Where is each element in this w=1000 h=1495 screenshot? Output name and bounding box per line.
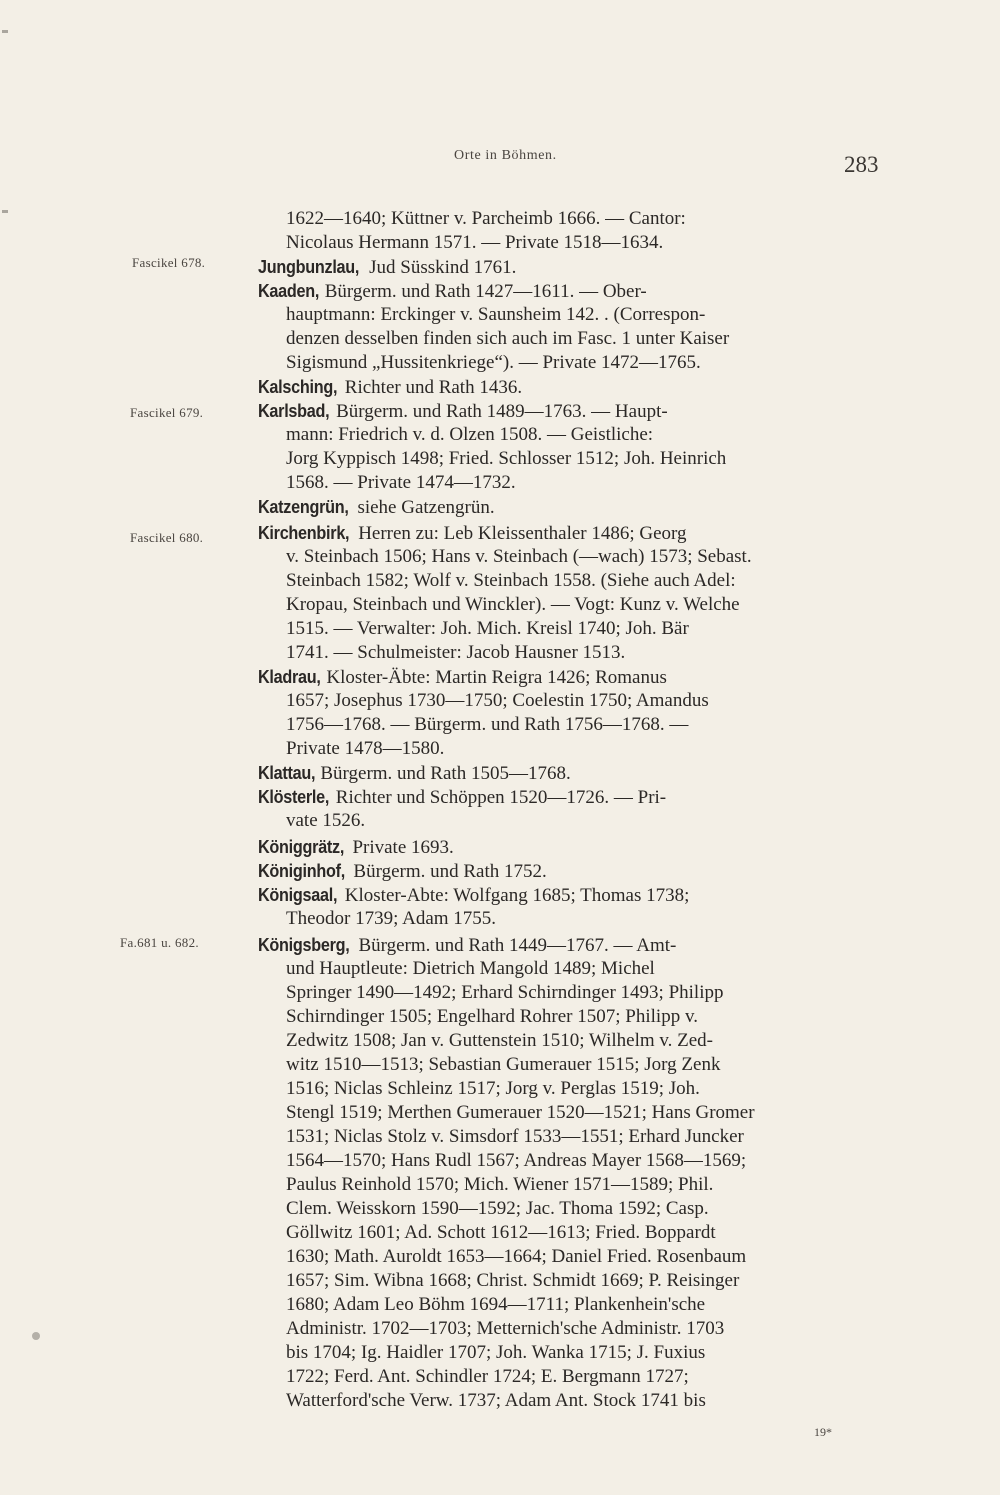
text-line — [286, 1030, 713, 1054]
line-text: 1657; Josephus 1730—1750; Coelestin 1750; Amandus — [286, 690, 709, 711]
line-text: Richter und Schöppen 1520—1726. — Pri- — [331, 787, 667, 808]
place-heading: Klösterle, — [258, 787, 330, 807]
text-line — [286, 1318, 724, 1342]
place-heading: Klattau, — [258, 763, 316, 783]
place-heading: Karlsbad, — [258, 401, 330, 421]
entry-line — [258, 666, 667, 690]
line-text: 1515. — Verwalter: Joh. Mich. Kreisl 1740; Joh. Bär — [286, 618, 689, 639]
text-line — [286, 1054, 720, 1078]
line-text: 1622—1640; Küttner v. Parcheimb 1666. — Cantor: — [286, 208, 686, 229]
text-line — [286, 594, 740, 618]
text-line — [286, 714, 688, 738]
text-line — [286, 304, 705, 328]
entry-line — [258, 884, 689, 908]
line-text: 1630; Math. Auroldt 1653—1664; Daniel Fried. Rosenbaum — [286, 1246, 747, 1267]
text-line — [286, 1270, 739, 1294]
text-line — [286, 328, 729, 352]
entry-line — [258, 496, 495, 520]
entry-line — [258, 836, 454, 860]
text-line — [286, 570, 736, 594]
line-text: witz 1510—1513; Sebastian Gumerauer 1515; Jorg Zenk — [286, 1054, 721, 1075]
place-heading: Königinhof, — [258, 861, 346, 881]
line-text: Theodor 1739; Adam 1755. — [286, 908, 497, 929]
entry-line — [258, 762, 571, 786]
text-line — [286, 424, 653, 448]
text-line — [286, 472, 516, 496]
signature-mark: 19* — [814, 1425, 832, 1439]
entry-line — [258, 934, 676, 958]
entry-line — [258, 860, 547, 884]
line-text: Bürgerm. und Rath 1449—1767. — Amt- — [353, 935, 677, 956]
line-text: Kloster-Äbte: Martin Reigra 1426; Romanus — [321, 667, 667, 688]
line-text: Richter und Rath 1436. — [340, 377, 523, 398]
text-line — [286, 738, 444, 762]
line-text: Jud Süsskind 1761. — [364, 257, 517, 278]
line-text: Clem. Weisskorn 1590—1592; Jac. Thoma 1592; Casp. — [286, 1198, 709, 1219]
text-line — [286, 1222, 716, 1246]
line-text: Bürgerm. und Rath 1489—1763. — Haupt- — [331, 401, 668, 422]
text-line — [286, 1366, 689, 1390]
line-text: 1516; Niclas Schleinz 1517; Jorg v. Perglas 1519; Joh. — [286, 1078, 700, 1099]
place-heading: Kalsching, — [258, 377, 338, 397]
line-text: Sigismund „Hussitenkriege“). — Private 1472—1765. — [286, 352, 701, 373]
text-line — [286, 1150, 746, 1174]
entry-line — [258, 786, 666, 810]
text-line — [286, 1198, 709, 1222]
text-line — [286, 1102, 755, 1126]
line-text: Paulus Reinhold 1570; Mich. Wiener 1571—1589; Phil. — [286, 1174, 714, 1195]
line-text: Jorg Kyppisch 1498; Fried. Schlosser 1512; Joh. Heinrich — [286, 448, 727, 469]
line-text: Zedwitz 1508; Jan v. Guttenstein 1510; Wilhelm v. Zed- — [286, 1030, 714, 1051]
place-heading: Königsaal, — [258, 885, 338, 905]
line-text: Private 1693. — [347, 837, 454, 858]
line-text: vate 1526. — [286, 810, 366, 831]
line-text: Steinbach 1582; Wolf v. Steinbach 1558. (Siehe auch Adel: — [286, 570, 736, 591]
line-text: und Hauptleute: Dietrich Mangold 1489; Michel — [286, 958, 655, 979]
line-text: Nicolaus Hermann 1571. — Private 1518—1634. — [286, 232, 664, 253]
entry-line — [258, 522, 687, 546]
text-line — [286, 1342, 705, 1366]
text-line — [286, 352, 701, 376]
text-line — [286, 448, 726, 472]
line-text: Administr. 1702—1703; Metternich'sche Administr. 1703 — [286, 1318, 725, 1339]
place-heading: Königgrätz, — [258, 837, 345, 857]
line-text: 1756—1768. — Bürgerm. und Rath 1756—1768. — — [286, 714, 689, 735]
line-text: Bürgerm. und Rath 1505—1768. — [315, 763, 571, 784]
line-text: 1564—1570; Hans Rudl 1567; Andreas Mayer 1568—1569; — [286, 1150, 747, 1171]
place-heading: Katzengrün, — [258, 497, 349, 517]
text-line — [286, 982, 723, 1006]
place-heading: Kladrau, — [258, 667, 321, 687]
text-line — [286, 908, 496, 932]
text-line — [286, 1246, 746, 1270]
running-header: Orte in Böhmen. — [454, 148, 557, 163]
text-line — [286, 1174, 713, 1198]
place-heading: Königsberg, — [258, 935, 350, 955]
entry-line — [258, 280, 647, 304]
margin-note: Fascikel 680. — [130, 530, 204, 545]
line-text: 1657; Sim. Wibna 1668; Christ. Schmidt 1669; P. Reisinger — [286, 1270, 740, 1291]
line-text: Göllwitz 1601; Ad. Schott 1612—1613; Fried. Boppardt — [286, 1222, 716, 1243]
ink-spot — [32, 1332, 40, 1340]
text-line — [286, 232, 663, 256]
text-line — [286, 208, 686, 232]
text-line — [286, 1294, 705, 1318]
line-text: Springer 1490—1492; Erhard Schirndinger 1493; Philipp — [286, 982, 724, 1003]
line-text: v. Steinbach 1506; Hans v. Steinbach (—wach) 1573; Sebast. — [286, 546, 752, 567]
line-text: mann: Friedrich v. d. Olzen 1508. — Geistliche: — [286, 424, 654, 445]
text-line — [286, 546, 752, 570]
line-text: Stengl 1519; Merthen Gumerauer 1520—1521; Hans Gromer — [286, 1102, 755, 1123]
line-text: Schirndinger 1505; Engelhard Rohrer 1507; Philipp v. — [286, 1006, 698, 1027]
line-text: Bürgerm. und Rath 1752. — [348, 861, 547, 882]
line-text: Private 1478—1580. — [286, 738, 445, 759]
text-line — [286, 958, 655, 982]
line-text: Watterford'sche Verw. 1737; Adam Ant. Stock 1741 bis — [286, 1390, 706, 1411]
margin-note: Fascikel 679. — [130, 405, 204, 420]
place-heading: Kirchenbirk, — [258, 523, 350, 543]
place-heading: Kaaden, — [258, 281, 320, 301]
text-line — [286, 690, 709, 714]
page-number: 283 — [844, 152, 879, 177]
text-line — [286, 1390, 706, 1414]
entry-line — [258, 400, 668, 424]
text-line — [286, 1078, 700, 1102]
margin-note: Fa.681 u. 682. — [120, 935, 199, 950]
line-text: Herren zu: Leb Kleissenthaler 1486; Georg — [353, 523, 687, 544]
text-line — [286, 1126, 744, 1150]
margin-note: Fascikel 678. — [132, 255, 206, 270]
line-text: bis 1704; Ig. Haidler 1707; Joh. Wanka 1715; J. Fuxius — [286, 1342, 706, 1363]
text-line — [286, 618, 689, 642]
line-text: 1568. — Private 1474—1732. — [286, 472, 516, 493]
text-line — [286, 810, 365, 834]
line-text: 1680; Adam Leo Böhm 1694—1711; Plankenhein'sche — [286, 1294, 706, 1315]
line-text: 1722; Ferd. Ant. Schindler 1724; E. Bergmann 1727; — [286, 1366, 689, 1387]
line-text: Bürgerm. und Rath 1427—1611. — Ober- — [319, 281, 647, 302]
entry-line — [258, 256, 516, 280]
line-text: siehe Gatzengrün. — [352, 497, 495, 518]
text-line — [286, 1006, 698, 1030]
text-line — [286, 642, 625, 666]
line-text: 1531; Niclas Stolz v. Simsdorf 1533—1551; Erhard Juncker — [286, 1126, 744, 1147]
line-text: 1741. — Schulmeister: Jacob Hausner 1513. — [286, 642, 626, 663]
place-heading: Jungbunzlau, — [258, 257, 360, 277]
entry-line — [258, 376, 522, 400]
line-text: denzen desselben finden sich auch im Fasc. 1 unter Kaiser — [286, 328, 730, 349]
line-text: Kropau, Steinbach und Winckler). — Vogt: Kunz v. Welche — [286, 594, 740, 615]
line-text: hauptmann: Erckinger v. Saunsheim 142. . (Correspon- — [286, 304, 706, 325]
line-text: Kloster-Abte: Wolfgang 1685; Thomas 1738; — [340, 885, 690, 906]
